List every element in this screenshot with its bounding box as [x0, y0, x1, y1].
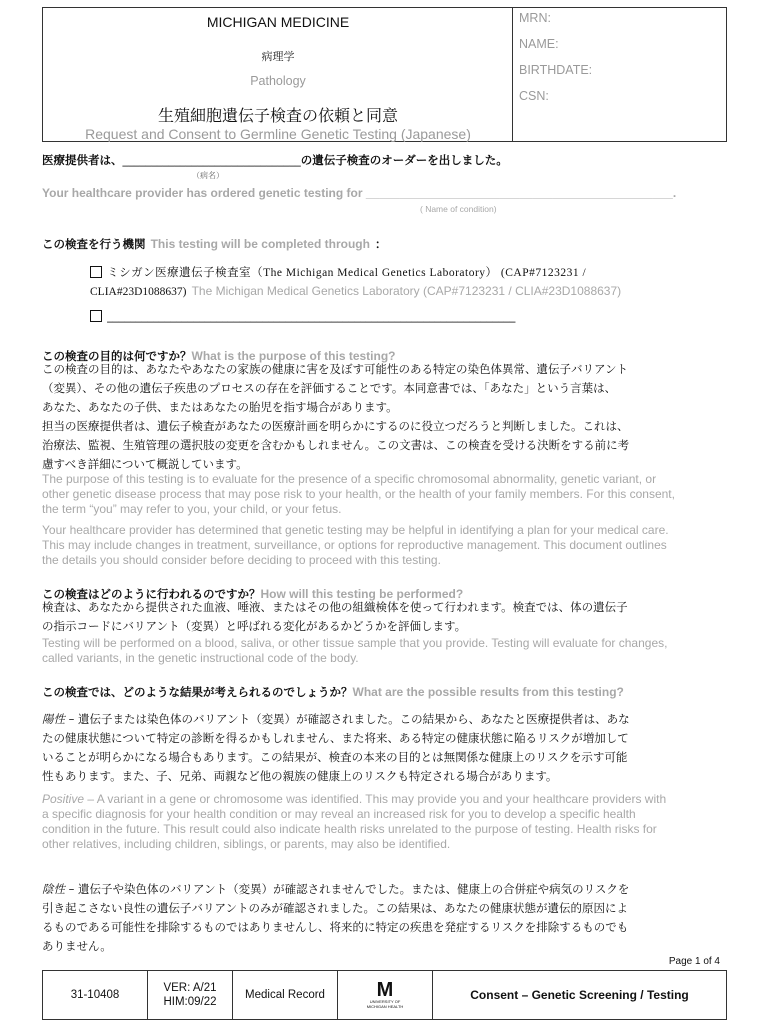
how-heading-ja: この検査はどのように行われるのですか？ [42, 587, 261, 601]
logo-text: UNIVERSITY OF [369, 999, 401, 1004]
text-line: – A variant in a gene or chromosome was identified. This may provide you and your healthcare providers with [84, 792, 667, 806]
medical-record-label: Medical Record [233, 971, 338, 1019]
birthdate-field[interactable]: BIRTHDATE: [519, 63, 593, 77]
provider-statement-en: Your healthcare provider has ordered genetic testing for ______________________________________________. [42, 186, 677, 200]
text-line: This may include changes in treatment, surveillance, or options for reproductive management. This document outlines [42, 538, 667, 552]
him-label: HIM:09/22 [163, 996, 217, 1008]
lab-option-2-blank[interactable]: _______________________________________________________________________ [107, 309, 516, 323]
text-line: – 遺伝子または染色体のバリアント（変異）が確認されました。この結果から、あなたと医療提供者は、あな [65, 712, 630, 726]
text-line: あなた、あなたの子供、またはあなたの胎児を指す場合があります。 [42, 400, 398, 414]
text-line: Testing will be performed on a blood, saliva, or other tissue sample that you provide. Testing will evaluate for changes, [42, 636, 668, 650]
results-heading-en: What are the possible results from this testing? [352, 685, 624, 699]
text-line: the term “you” may refer to you, your child, or your fetus. [42, 502, 342, 516]
lab-option-1-en: The Michigan Medical Genetics Laboratory (CAP#7123231 / CLIA#23D1088637) [191, 284, 622, 298]
provider-statement-ja [42, 152, 508, 168]
text-line: 担当の医療提供者は、遺伝子検査があなたの医療計画を明らかにするのに役立つだろうと判断しました。これは、 [42, 419, 629, 433]
lab-option-2 [90, 305, 515, 326]
version-cell [148, 971, 233, 1019]
department-ja: 病理学 [261, 50, 295, 63]
text-line: The purpose of this testing is to evaluate for the presence of a specific chromosomal abnormality, genetic variant, or [42, 472, 657, 486]
purpose-heading-en: What is the purpose of this testing? [191, 349, 396, 363]
results-heading [42, 681, 624, 700]
patient-id-area [513, 8, 726, 141]
footer-table [42, 970, 727, 1020]
form-title-ja: 生殖細胞遺伝子検査の依頼と同意 [157, 106, 398, 125]
department-en: Pathology [250, 74, 306, 88]
positive-label-en: Positive [42, 792, 85, 806]
organization-name: MICHIGAN MEDICINE [206, 14, 350, 30]
positive-ja [42, 710, 732, 786]
how-para-en [42, 636, 732, 666]
text-line: 性もあります。また、子、兄弟、両親など他の親族の健康上のリスクも特定される場合があります。 [42, 769, 558, 783]
text-line: 治療法、監視、生殖管理の選択肢の変更を含むかもしれません。この文書は、この検査を受ける決断をする前に考 [42, 438, 630, 452]
logo-cell [338, 971, 433, 1019]
lab-heading-ja: この検査を行う機関 [42, 237, 146, 251]
version-label: VER: A/21 [163, 982, 217, 994]
positive-label-ja: 陽性 [42, 712, 65, 726]
negative-ja [42, 880, 732, 956]
text-line: るものである可能性を排除するものではありませんし、将来的に特定の疾患を発症するリスクを排除するものでも [42, 920, 629, 934]
lab-option-1-cont [90, 280, 621, 302]
how-heading-en: How will this testing be performed? [260, 587, 464, 601]
text-line: a specific diagnosis for your health condition or may reveal an increased risk for you to develop a specific health [42, 807, 636, 821]
text-line: この検査の目的は、あなたやあなたの家族の健康に害を及ぼす可能性のある特定の染色体異常、遺伝子バリアント [42, 362, 629, 376]
text-line: other genetic disease process that may pose risk to your health, or the health of your family members. For this consent, [42, 487, 675, 501]
purpose-para2-ja [42, 417, 732, 474]
negative-label-ja: 陰性 [42, 882, 65, 896]
text-line: condition in the future. This result could also indicate health risks unrelated to the purpose of testing. Health risks for [42, 822, 657, 836]
footer-form-title: Consent – Genetic Screening / Testing [470, 988, 689, 1002]
positive-en [42, 792, 732, 852]
lab-option-1-checkbox[interactable] [90, 266, 102, 278]
michigan-logo [367, 981, 404, 1009]
lab-heading-colon: ： [375, 237, 387, 251]
lab-option-1-ja: ミシガン医療遺伝子検査室（The Michigan Medical Genetics Laboratory） (CAP#7123231 / [107, 267, 587, 279]
text-line: 慮すべき詳細について概説しています。 [42, 457, 248, 471]
logo-text: MICHIGAN HEALTH [366, 1004, 404, 1009]
mrn-field[interactable]: MRN: [519, 11, 551, 25]
text-line: の指示コードにバリアント（変異）と呼ばれる変化があるかどうかを評価します。 [42, 619, 467, 633]
purpose-para1-ja [42, 360, 732, 417]
provider-prefix: 医療提供者は、 [42, 153, 123, 167]
text-line: たの健康状態について特定の診断を得るかもしれません、また将来、ある特定の健康状態に陥るリスクが増加して [42, 731, 629, 745]
lab-option-1-clia: CLIA#23D1088637) [90, 286, 187, 298]
header-title-area [43, 8, 513, 141]
text-line: 検査は、あなたから提供された血液、唾液、またはその他の組織検体を使って行われます。検査では、体の遺伝子 [42, 600, 628, 614]
text-line: ありません。 [42, 939, 112, 953]
text-line: – 遺伝子や染色体のバリアント（変異）が確認されませんでした。または、健康上の合併症や病気のリスクを [65, 882, 630, 896]
purpose-para2-en [42, 523, 732, 568]
lab-heading-en: This testing will be completed through [150, 237, 370, 251]
lab-option-2-checkbox[interactable] [90, 310, 102, 322]
text-line: いることが明らかになる場合もあります。この結果が、検査の本来の目的とは無関係な健康上のリスクを示す可能 [42, 750, 628, 764]
text-line: Your healthcare provider has determined that genetic testing may be helpful in identifying a plan for your medical care. [42, 523, 669, 537]
condition-label-en: ( Name of condition) [420, 204, 497, 214]
csn-field[interactable]: CSN: [519, 89, 549, 103]
form-title-en: Request and Consent to Germline Genetic Testing (Japanese) [85, 126, 471, 142]
text-line: other relatives, including children, siblings, or parents, may also be identified. [42, 837, 451, 851]
text-line: （変異）、その他の遺伝子疾患のプロセスの存在を評価することです。本同意書では、「あなた」という言葉は、 [42, 381, 617, 395]
page-number: Page 1 of 4 [668, 956, 720, 967]
how-para-ja [42, 598, 732, 636]
lab-heading [42, 233, 387, 252]
purpose-para1-en [42, 472, 732, 517]
text-line: 引き起こさない良性の遺伝子バリアントのみが確認されました。この結果は、あなたの健康状態が遺伝的原因によ [42, 901, 629, 915]
condition-blank-ja[interactable]: _______________________________ [122, 153, 301, 167]
block-m-icon: M [376, 979, 394, 1001]
name-field[interactable]: NAME: [519, 37, 559, 51]
text-line: called variants, in the genetic instructional code of the body. [42, 651, 359, 665]
header-box [42, 7, 727, 142]
purpose-heading-ja: この検査の目的は何ですか？ [42, 349, 192, 363]
text-line: the details you should consider before deciding to proceed with this testing. [42, 553, 441, 567]
form-number: 31-10408 [43, 971, 148, 1019]
provider-suffix: の遺伝子検査のオーダーを出しました。 [300, 153, 508, 167]
condition-label-ja: （病名） [192, 171, 224, 180]
results-heading-ja: この検査では、どのような結果が考えられるのでしょうか？ [42, 685, 353, 699]
